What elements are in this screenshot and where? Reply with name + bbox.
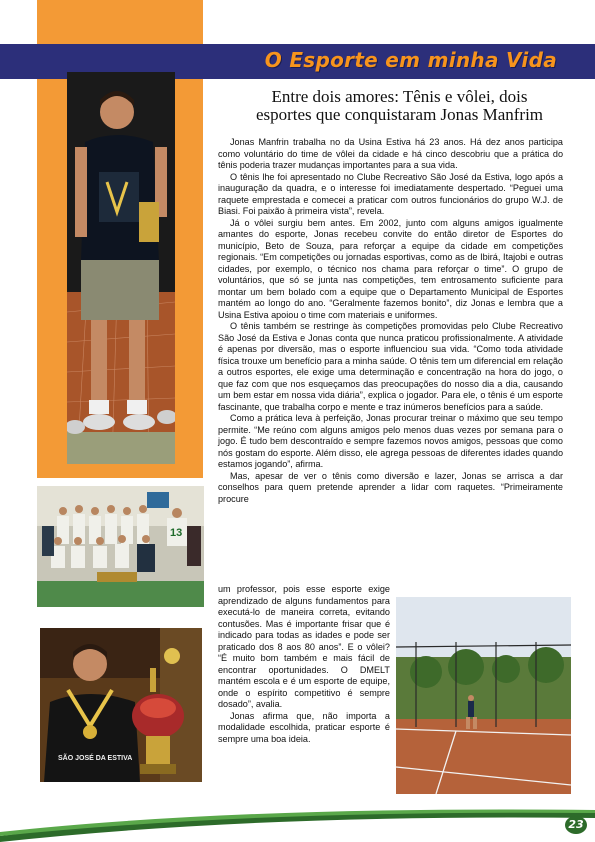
article-paragraph: O tênis também se restringe às competições promovidas pelo Clube Recreativo São José da Estiva e Jonas conta que nunca praticou profissionalmente. A atividade é apenas por diversão, mas o esporte influenciou sua vida. “Como toda atividade física trouxe um benefício para a minha saúde. O tênis tem um diferencial em relação a outros esportes, ele exige uma determinação e concentração na hora do jogo, o que faz com que nos esqueçamos das preocupações do nosso dia a dia, causando um bem estar em nossa vida diária”, explica o jogador. Para ele, o tênis é um esporte fascinante, que trabalha corpo e mente e traz inúmeros benefícios para a saúde. xyxy=(218,321,563,412)
photo-player-trophy xyxy=(67,72,175,464)
headline-line-2: esportes que conquistaram Jonas Manfrim xyxy=(255,105,544,124)
page-title: O Esporte em minha Vida xyxy=(264,48,557,72)
article-headline xyxy=(212,88,587,124)
article-paragraph: O tênis lhe foi apresentado no Clube Recreativo São José da Estiva, logo após a inauguração da quadra, e o interesse foi imediatamente despertado. “Peguei uma raquete emprestada e comecei a praticar com outros funcionários do grupo W.J. de Biasi. Foi paixão à primeira vista”, revela. xyxy=(218,171,563,216)
page-number: 23 xyxy=(565,816,587,834)
article-body xyxy=(218,137,563,505)
article-body-continued xyxy=(218,584,390,745)
photo-player-medal xyxy=(40,628,202,782)
article-paragraph: Como a prática leva à perfeição, Jonas procurar treinar o máximo que seu tempo permite. “Me reúno com alguns amigos pelo menos duas vezes por semana para o jogo. É tudo bem descontraído e sempre fazemos novos amigos, pessoas que como nós gostam do esporte. Além disso, ele agrega pessoas de diferentes idades quando estamos jogando”, afirma. xyxy=(218,413,563,469)
team-jersey-number: 13 xyxy=(170,527,183,539)
article-paragraph: Já o vôlei surgiu bem antes. Em 2002, junto com alguns amigos igualmente amantes do esporte, Jonas recebeu convite do então diretor de Esportes do município, Beto de Souza, para reforçar a equipe da cidade em competições regionais. “Em competições ou jornadas esportivas, como as de Ibirá, Itajobi e outras cidades, por exemplo, o técnico nos chama para reforçar o time”. O grupo de voluntários, que só se junta nas competições, tem entrosamento suficiente para montar um bem bolado com a equipe que o Departamento Municipal de Esportes mantém ao longo do ano. “Geralmente fazemos bonito”, diz Jonas e lembra que a Usina Estiva apoiou o time com materiais e uniformes. xyxy=(218,217,563,320)
article-paragraph: Jonas afirma que, não importa a modalidade escolhida, praticar esporte é sempre uma boa ideia. xyxy=(218,710,390,744)
photo-tennis-court xyxy=(396,597,571,794)
headline-line-1: Entre dois amores: Tênis e vôlei, dois xyxy=(271,87,528,106)
article-paragraph: Jonas Manfrin trabalha no da Usina Estiva há 23 anos. Há dez anos participa como voluntário do time de vôlei da cidade e há cinco descobriu que a prática do tênis poderia trazer mudanças importantes para a sua vida. xyxy=(218,137,563,170)
jersey-text: SÃO JOSÉ DA ESTIVA xyxy=(58,755,133,762)
footer-wave xyxy=(0,796,595,842)
photo-volleyball-team xyxy=(37,486,204,607)
orange-accent-strip xyxy=(37,0,203,44)
article-paragraph: um professor, pois esse esporte exige aprendizado de alguns fundamentos para executá-lo de maneira correta, evitando contusões. Mas é importante frisar que é indicado para todas as idades e pode ser praticado dos 8 aos 80 anos”. E o vôlei? “É muito bom também e mais fácil de encontrar oportunidades. O DMELT mantém escola e é um esporte de equipe, onde o espírito competitivo é sempre dosado”, avalia. xyxy=(218,584,390,709)
article-paragraph: Mas, apesar de ver o tênis como diversão e lazer, Jonas se arrisca a dar conselhos para quem pretende aprender a lidar com raquetes. “Primeiramente procure xyxy=(218,470,563,504)
